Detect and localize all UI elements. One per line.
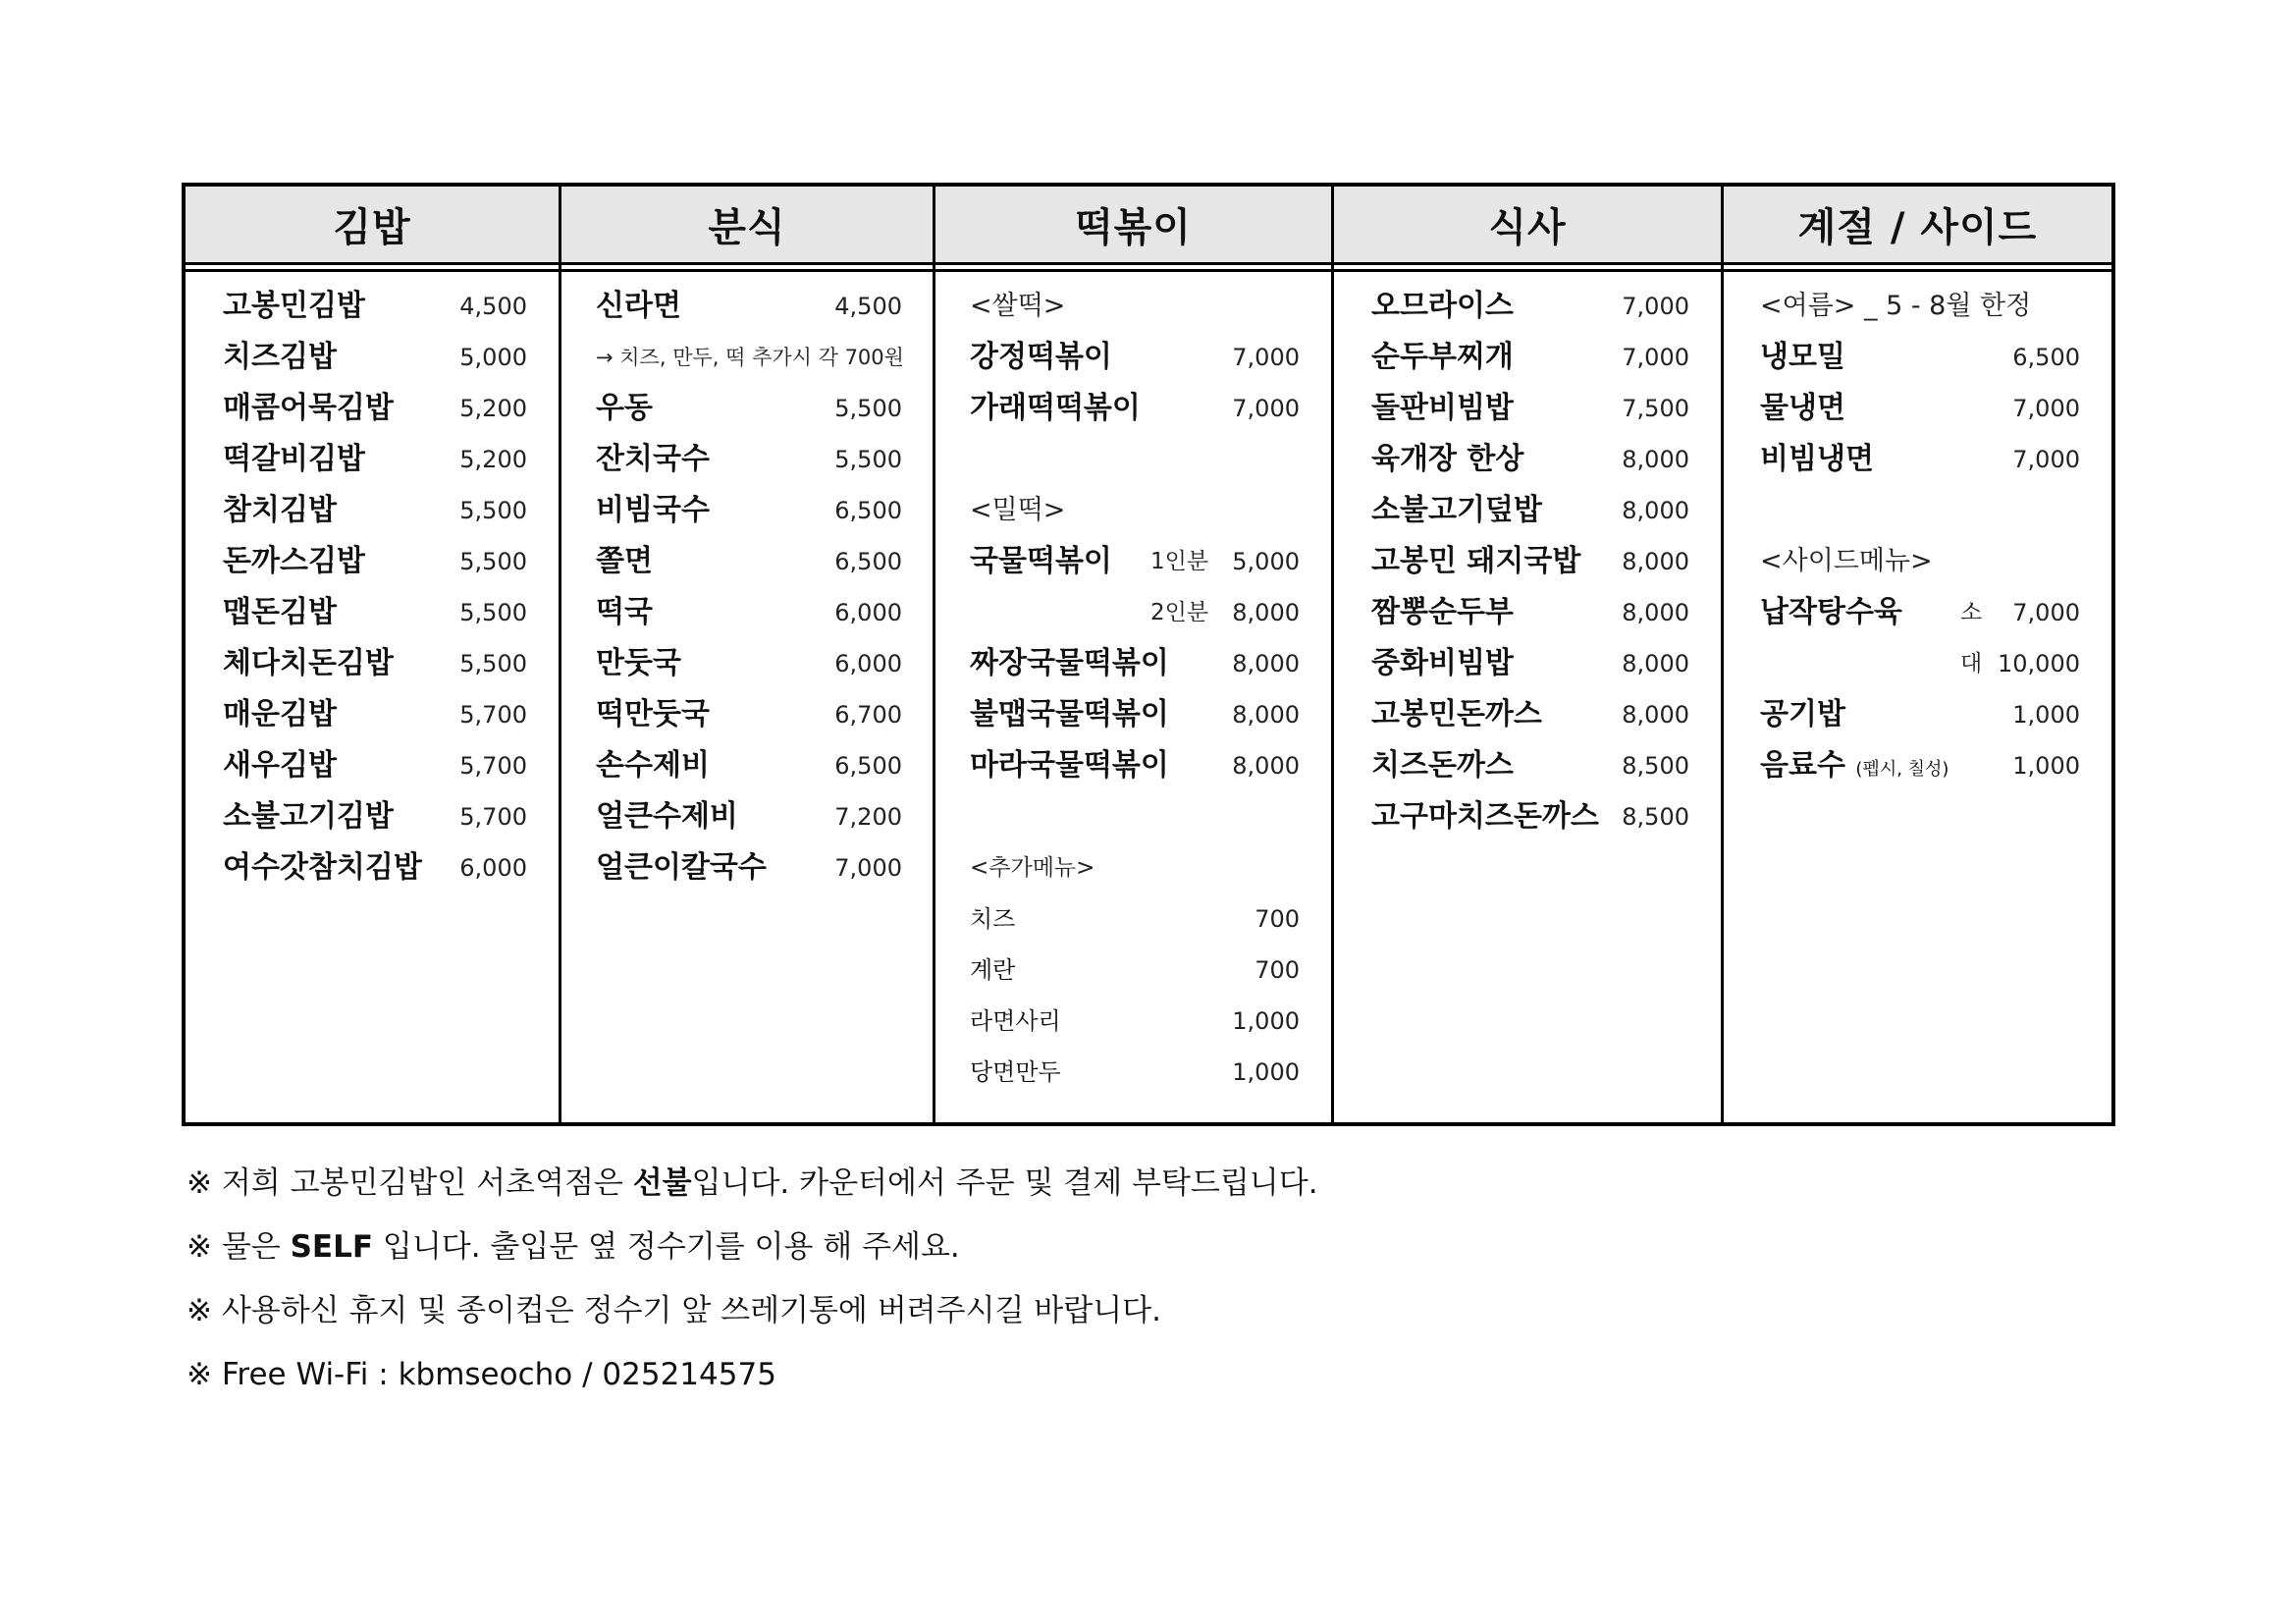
item-name: 고봉민 돼지국밥	[1371, 544, 1581, 578]
bunsik-column	[596, 281, 902, 893]
column-divider	[933, 187, 935, 1122]
item-name: 고봉민돈까스	[1371, 697, 1542, 731]
item-price: 7,500	[1622, 395, 1689, 422]
item-price: 5,200	[459, 395, 527, 422]
item-name: 비빔냉면	[1760, 442, 1874, 476]
item-price: 5,500	[834, 395, 902, 422]
item-price: 7,000	[1232, 395, 1300, 422]
header-season-side: 계절 / 사이드	[1797, 205, 2038, 250]
menu-item	[970, 587, 1300, 638]
wheat-cake-label: <밀떡>	[970, 495, 1066, 525]
item-price: 6,500	[834, 548, 902, 575]
item-name: 중화비빔밥	[1371, 646, 1514, 680]
item-price: 7,000	[834, 854, 902, 882]
item-name: 치즈	[970, 905, 1016, 933]
topping-note: → 치즈, 만두, 떡 추가시 각 700원	[596, 346, 904, 369]
item-price: 5,700	[459, 701, 527, 729]
header-bunsik: 분식	[708, 205, 786, 250]
item-price: 4,500	[834, 293, 902, 320]
item-price: 6,500	[834, 752, 902, 780]
menu-item	[596, 434, 902, 485]
item-name: 쫄면	[596, 544, 653, 578]
item-price: 7,000	[2012, 446, 2080, 473]
menu-item	[1760, 689, 2080, 740]
menu-item	[596, 536, 902, 587]
meals-column	[1371, 281, 1689, 842]
item-name: 오므라이스	[1371, 289, 1514, 323]
item-price: 8,000	[1622, 650, 1689, 677]
menu-item	[223, 485, 527, 536]
item-name: 체다치돈김밥	[223, 646, 394, 680]
item-size: 대	[1960, 651, 1983, 677]
item-price: 1,000	[1232, 1007, 1300, 1035]
item-name: 돈까스김밥	[223, 544, 365, 578]
item-price: 1,000	[1232, 1058, 1300, 1086]
menu-item	[1371, 587, 1689, 638]
item-price: 5,500	[459, 650, 527, 677]
tteokbokki-column	[970, 281, 1300, 1098]
item-name: 가래떡떡볶이	[970, 391, 1141, 425]
item-name: 떡갈비김밥	[223, 442, 365, 476]
item-name: 불맵국물떡볶이	[970, 697, 1169, 731]
item-name: 떡국	[596, 595, 653, 629]
menu-item	[223, 740, 527, 791]
item-price: 7,000	[1622, 293, 1689, 320]
menu-item	[1371, 638, 1689, 689]
menu-item	[970, 740, 1300, 791]
rice-cake-label: <쌀떡>	[970, 291, 1066, 321]
item-name: 국물떡볶이	[970, 544, 1112, 578]
item-name: 순두부찌개	[1371, 340, 1514, 374]
item-name: 치즈김밥	[223, 340, 337, 374]
menu-item	[596, 740, 902, 791]
menu-item	[596, 791, 902, 842]
item-price: 6,000	[834, 650, 902, 677]
menu-item	[970, 383, 1300, 434]
item-price: 8,000	[1622, 497, 1689, 524]
menu-item	[223, 536, 527, 587]
extra-item	[970, 996, 1300, 1047]
menu-item	[1371, 740, 1689, 791]
header-divider	[186, 262, 2111, 265]
menu-item	[1371, 383, 1689, 434]
item-price: 5,700	[459, 803, 527, 831]
menu-item	[223, 842, 527, 893]
column-divider	[1721, 187, 1724, 1122]
item-price: 7,000	[1622, 344, 1689, 371]
item-name: 떡만둣국	[596, 697, 710, 731]
extra-item	[970, 893, 1300, 945]
menu-item	[223, 638, 527, 689]
item-name: 만둣국	[596, 646, 681, 680]
menu-item	[1371, 485, 1689, 536]
item-price: 6,500	[834, 497, 902, 524]
item-name: 우동	[596, 391, 653, 425]
item-name: 소불고기김밥	[223, 799, 394, 834]
item-price: 7,000	[2012, 395, 2080, 422]
item-price: 5,000	[459, 344, 527, 371]
item-name: 공기밥	[1760, 697, 1845, 731]
item-size: 1인분	[1150, 549, 1209, 574]
item-name: 맵돈김밥	[223, 595, 337, 629]
item-price: 8,500	[1622, 803, 1689, 831]
header-meals: 식사	[1488, 205, 1567, 250]
item-price: 8,000	[1232, 752, 1300, 780]
item-name: 고구마치즈돈까스	[1371, 799, 1599, 834]
item-price: 8,000	[1622, 599, 1689, 626]
item-price: 4,500	[459, 293, 527, 320]
side-menu-label: <사이드메뉴>	[1760, 546, 1933, 576]
item-name: 참치김밥	[223, 493, 337, 527]
menu-item	[1371, 434, 1689, 485]
item-price: 6,700	[834, 701, 902, 729]
item-price: 5,200	[459, 446, 527, 473]
menu-item	[223, 689, 527, 740]
menu-item	[970, 638, 1300, 689]
item-price: 6,000	[459, 854, 527, 882]
menu-item	[223, 791, 527, 842]
item-price: 8,000	[1622, 548, 1689, 575]
menu-item	[596, 383, 902, 434]
item-price: 8,000	[1232, 701, 1300, 729]
menu-item	[1760, 383, 2080, 434]
header-divider-double	[186, 269, 2111, 272]
menu-item	[970, 332, 1300, 383]
item-name: 계란	[970, 956, 1016, 984]
menu-item	[223, 434, 527, 485]
item-name: 여수갓참치김밥	[223, 850, 422, 885]
footer-notice-prepay: ※ 저희 고봉민김밥인 서초역점은 선불입니다. 카운터에서 주문 및 결제 부탁드립니다.	[187, 1165, 1318, 1201]
menu-item	[596, 485, 902, 536]
footer-wifi: ※ Free Wi-Fi : kbmseocho / 025214575	[187, 1357, 776, 1392]
item-name: 돌판비빔밥	[1371, 391, 1514, 425]
menu-item	[1760, 587, 2080, 638]
item-note: (펩시, 칠성)	[1855, 759, 1949, 780]
extra-item	[970, 1047, 1300, 1098]
item-name: 마라국물떡볶이	[970, 748, 1169, 783]
summer-label: <여름> _ 5 - 8월 한정	[1760, 291, 2032, 321]
item-price: 8,000	[1622, 701, 1689, 729]
item-name: 매콤어묵김밥	[223, 391, 394, 425]
item-price: 700	[1255, 956, 1300, 984]
season-side-column	[1760, 281, 2080, 791]
menu-item	[596, 587, 902, 638]
item-name: 음료수	[1760, 748, 1845, 783]
item-name: 매운김밥	[223, 697, 337, 731]
item-name: 강정떡볶이	[970, 340, 1112, 374]
menu-item	[970, 689, 1300, 740]
item-name: 짜장국물떡볶이	[970, 646, 1169, 680]
menu-item	[1371, 791, 1689, 842]
menu-table	[182, 183, 2115, 1126]
footer-notice-trash: ※ 사용하신 휴지 및 종이컵은 정수기 앞 쓰레기통에 버려주시길 바랍니다.	[187, 1293, 1161, 1328]
menu-item	[1760, 740, 2080, 791]
gimbap-column	[223, 281, 527, 893]
menu-item	[1371, 536, 1689, 587]
extra-item	[970, 945, 1300, 996]
menu-item	[1371, 689, 1689, 740]
item-name: 치즈돈까스	[1371, 748, 1514, 783]
item-price: 5,000	[1232, 548, 1300, 575]
item-size: 소	[1960, 600, 1983, 625]
item-price: 7,000	[2012, 599, 2080, 626]
item-price: 8,000	[1622, 446, 1689, 473]
menu-item	[1371, 332, 1689, 383]
menu-item	[223, 332, 527, 383]
item-name: 당면만두	[970, 1058, 1061, 1086]
item-name: 육개장 한상	[1371, 442, 1524, 476]
item-name: 얼큰이칼국수	[596, 850, 767, 885]
menu-item	[596, 689, 902, 740]
menu-item	[596, 638, 902, 689]
item-name: 짬뽕순두부	[1371, 595, 1514, 629]
menu-item	[1371, 281, 1689, 332]
item-name: 냉모밀	[1760, 340, 1845, 374]
menu-item	[1760, 434, 2080, 485]
item-price: 5,500	[459, 548, 527, 575]
item-price: 5,500	[459, 497, 527, 524]
item-name: 신라면	[596, 289, 681, 323]
item-price: 6,500	[2012, 344, 2080, 371]
item-name: 물냉면	[1760, 391, 1845, 425]
column-divider	[1331, 187, 1334, 1122]
item-price: 8,000	[1232, 599, 1300, 626]
column-divider	[559, 187, 561, 1122]
item-size: 2인분	[1150, 600, 1209, 625]
menu-item	[223, 383, 527, 434]
extra-menu-label: <추가메뉴>	[970, 855, 1095, 881]
menu-item	[1760, 332, 2080, 383]
item-price: 5,500	[834, 446, 902, 473]
item-price: 700	[1255, 905, 1300, 933]
menu-item	[223, 281, 527, 332]
item-price: 5,500	[459, 599, 527, 626]
item-name: 납작탕수육	[1760, 595, 1902, 629]
menu-item	[970, 536, 1300, 587]
item-price: 8,000	[1232, 650, 1300, 677]
item-name: 소불고기덮밥	[1371, 493, 1542, 527]
item-price: 8,500	[1622, 752, 1689, 780]
item-name: 새우김밥	[223, 748, 337, 783]
item-price: 6,000	[834, 599, 902, 626]
menu-item	[223, 587, 527, 638]
item-name: 얼큰수제비	[596, 799, 738, 834]
item-price: 7,000	[1232, 344, 1300, 371]
footer-notice-water: ※ 물은 SELF 입니다. 출입문 옆 정수기를 이용 해 주세요.	[187, 1229, 960, 1265]
item-name: 잔치국수	[596, 442, 710, 476]
item-name: 비빔국수	[596, 493, 710, 527]
item-price: 1,000	[2012, 701, 2080, 729]
menu-item	[596, 842, 902, 893]
item-name: 손수제비	[596, 748, 710, 783]
item-name: 라면사리	[970, 1007, 1061, 1035]
header-tteokbokki: 떡볶이	[1075, 205, 1192, 250]
menu-item	[596, 281, 902, 332]
item-price: 7,200	[834, 803, 902, 831]
item-price: 1,000	[2012, 752, 2080, 780]
menu-item	[1760, 638, 2080, 689]
item-price: 10,000	[1998, 650, 2080, 677]
item-name: 고봉민김밥	[223, 289, 365, 323]
item-price: 5,700	[459, 752, 527, 780]
header-gimbap: 김밥	[333, 205, 411, 250]
